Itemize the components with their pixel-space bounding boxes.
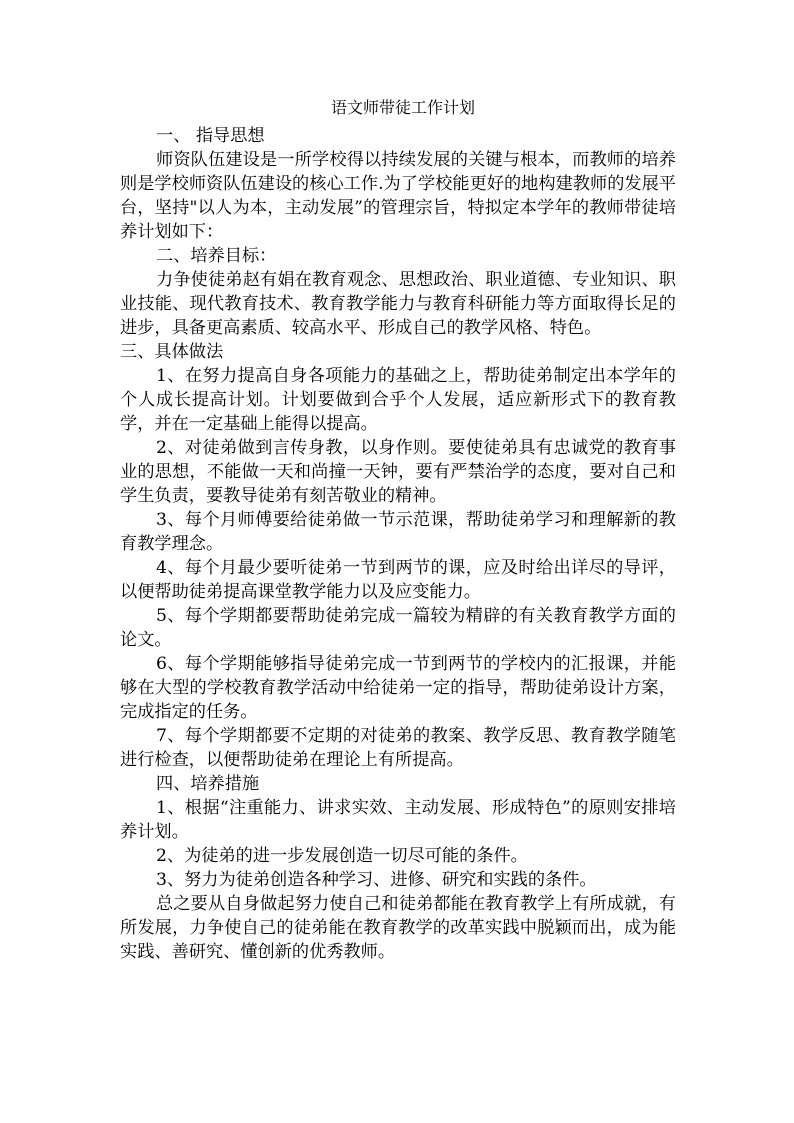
paragraph-guiding-thought: 师资队伍建设是一所学校得以持续发展的关键与根本，而教师的培养则是学校师资队伍建设的核心工作.为了学校能更好的地构建教师的发展平台，坚持"以人为本，主动发展”的管理宗旨，特拟定本学年的教师带徒培养计划如下： bbox=[120, 150, 676, 242]
section-heading-guiding-thought: 一、 指导思想 bbox=[156, 126, 265, 146]
document-title: 语文师带徒工作计划 bbox=[330, 98, 475, 117]
document-body bbox=[120, 98, 676, 964]
method-item-2: 2、对徒弟做到言传身教，以身作则。要使徒弟具有忠诚党的教育事业的思想，不能做一天和尚撞一天钟，要有严禁治学的态度，要对自己和学生负责，要教导徒弟有刻苦敬业的精神。 bbox=[120, 438, 676, 506]
method-item-1: 1、在努力提高自身各项能力的基础之上，帮助徒弟制定出本学年的个人成长提高计划。计划要做到合乎个人发展，适应新形式下的教育教学，并在一定基础上能得以提高。 bbox=[120, 366, 676, 434]
paragraph-conclusion: 总之要从自身做起努力使自己和徒弟都能在教育教学上有所成就，有所发展，力争使自己的徒弟能在教育教学的改革实践中脱颖而出，成为能实践、善研究、懂创新的优秀教师。 bbox=[120, 894, 676, 962]
measure-item-1: 1、根据“注重能力、讲求实效、主动发展、形成特色”的原则安排培养计划。 bbox=[120, 798, 676, 842]
section-heading-training-measures: 四、培养措施 bbox=[156, 774, 260, 794]
method-item-4: 4、每个月最少要听徒弟一节到两节的课，应及时给出详尽的导评，以便帮助徒弟提高课堂教学能力以及应变能力。 bbox=[120, 558, 676, 602]
method-item-5: 5、每个学期都要帮助徒弟完成一篇较为精辟的有关教育教学方面的论文。 bbox=[120, 606, 676, 650]
method-item-7: 7、每个学期都要不定期的对徒弟的教案、教学反思、教育教学随笔进行检查，以便帮助徒弟在理论上有所提高。 bbox=[120, 726, 676, 770]
section-heading-specific-methods: 三、具体做法 bbox=[120, 342, 224, 362]
method-item-6: 6、每个学期能够指导徒弟完成一节到两节的学校内的汇报课，并能够在大型的学校教育教学活动中给徒弟一定的指导，帮助徒弟设计方案，完成指定的任务。 bbox=[120, 654, 676, 722]
measure-item-3: 3、努力为徒弟创造各种学习、进修、研究和实践的条件。 bbox=[156, 870, 597, 890]
section-heading-training-goals: 二、培养目标： bbox=[156, 246, 277, 266]
method-item-3: 3、每个月师傅要给徒弟做一节示范课，帮助徒弟学习和理解新的教育教学理念。 bbox=[120, 510, 676, 554]
measure-item-2: 2、为徒弟的进一步发展创造一切尽可能的条件。 bbox=[156, 846, 528, 866]
paragraph-training-goals: 力争使徒弟赵有娟在教育观念、思想政治、职业道德、专业知识、职业技能、现代教育技术、教育教学能力与教育科研能力等方面取得长足的进步，具备更高素质、较高水平、形成自己的教学风格、特色。 bbox=[120, 270, 676, 338]
